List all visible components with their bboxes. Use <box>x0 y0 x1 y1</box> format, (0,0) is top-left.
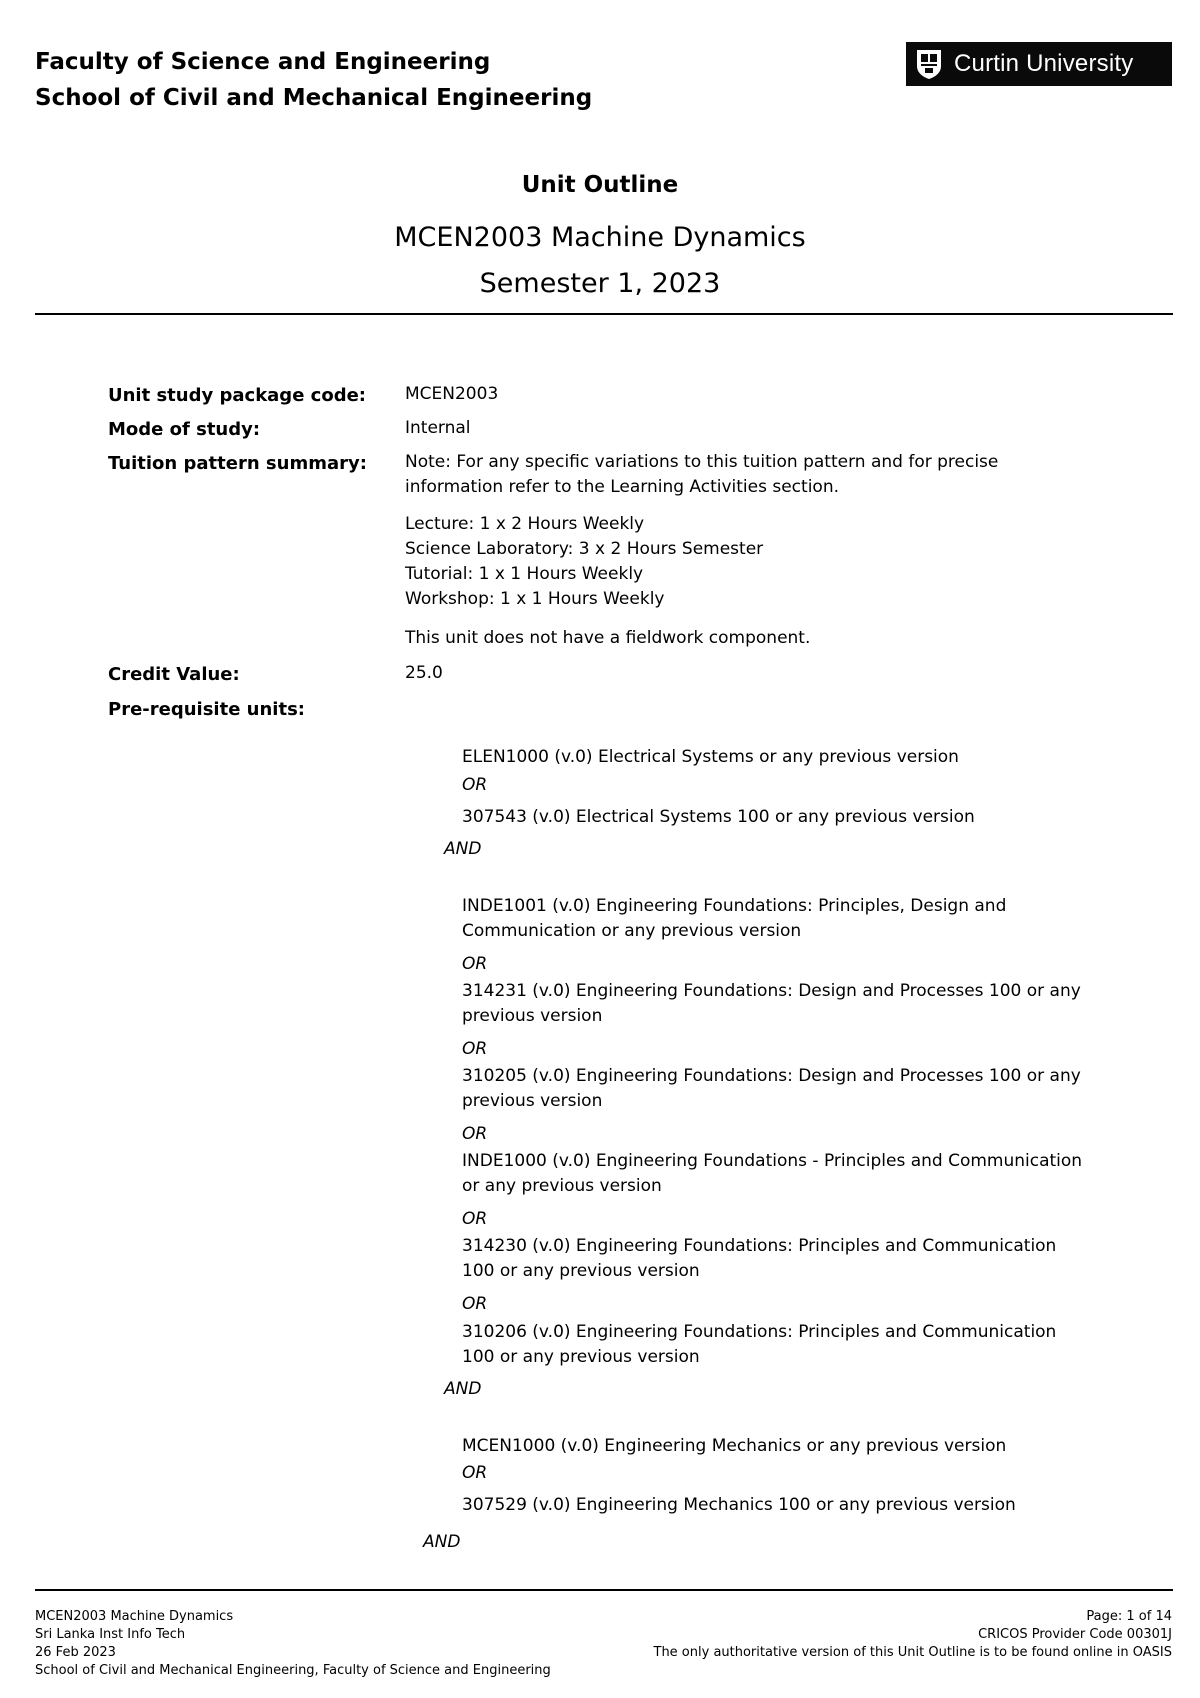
footer-unit: MCEN2003 Machine Dynamics <box>35 1609 234 1624</box>
credit-label: Credit Value: <box>108 664 240 685</box>
prereq-unit: 307529 (v.0) Engineering Mechanics 100 or any previous version <box>462 1495 1016 1515</box>
prereq-line: 310206 (v.0) Engineering Foundations: Principles and Communication <box>462 1322 1057 1342</box>
mode-label: Mode of study: <box>108 419 261 440</box>
unit-title: MCEN2003 Machine Dynamics <box>394 222 806 253</box>
prereq-line: 100 or any previous version <box>462 1347 700 1367</box>
cricos-code: CRICOS Provider Code 00301J <box>978 1627 1172 1642</box>
footer-campus: Sri Lanka Inst Info Tech <box>35 1627 186 1642</box>
faculty-heading <box>35 44 592 116</box>
document-type: Unit Outline <box>521 172 679 198</box>
or-connector: OR <box>462 954 488 974</box>
tuition-item: Workshop: 1 x 1 Hours Weekly <box>405 589 665 609</box>
or-connector: OR <box>462 1039 488 1059</box>
tuition-note <box>405 450 998 500</box>
and-connector: AND <box>444 1379 482 1399</box>
prereq-line: or any previous version <box>462 1176 662 1196</box>
tuition-label: Tuition pattern summary: <box>108 453 367 474</box>
school-name: School of Civil and Mechanical Engineering <box>35 85 593 111</box>
code-value: MCEN2003 <box>405 384 499 404</box>
footer-date: 26 Feb 2023 <box>35 1645 116 1660</box>
page-number: Page: 1 of 14 <box>1086 1609 1172 1624</box>
faculty-name: Faculty of Science and Engineering <box>35 49 491 75</box>
prereq-unit: ELEN1000 (v.0) Electrical Systems or any previous version <box>462 747 959 767</box>
mode-value: Internal <box>405 418 471 438</box>
footer-school: School of Civil and Mechanical Engineering, Faculty of Science and Engineering <box>35 1663 551 1678</box>
tuition-note-line: Note: For any specific variations to this tuition pattern and for precise <box>405 452 999 472</box>
and-connector: AND <box>444 839 482 859</box>
prereq-unit <box>462 1064 1112 1114</box>
tuition-item: Science Laboratory: 3 x 2 Hours Semester <box>405 539 764 559</box>
semester: Semester 1, 2023 <box>479 268 721 299</box>
or-connector: OR <box>462 775 488 795</box>
prereq-line: 314231 (v.0) Engineering Foundations: Design and Processes 100 or any <box>462 981 1081 1001</box>
prereq-line: previous version <box>462 1006 603 1026</box>
footer-right <box>654 1608 1173 1662</box>
code-label: Unit study package code: <box>108 385 366 406</box>
prereq-unit <box>462 979 1112 1029</box>
or-connector: OR <box>462 1463 488 1483</box>
credit-value: 25.0 <box>405 663 443 683</box>
fieldwork-note: This unit does not have a fieldwork component. <box>405 628 811 648</box>
header-divider <box>35 313 1173 315</box>
crest-icon <box>916 49 942 79</box>
prereq-line: 100 or any previous version <box>462 1261 700 1281</box>
tuition-items <box>405 512 763 612</box>
prereq-line: Communication or any previous version <box>462 921 802 941</box>
logo-text: Curtin University <box>954 50 1134 77</box>
and-connector: AND <box>423 1532 461 1552</box>
prereq-unit: MCEN1000 (v.0) Engineering Mechanics or any previous version <box>462 1436 1007 1456</box>
prereq-label: Pre-requisite units: <box>108 699 305 720</box>
authority-note: The only authoritative version of this Unit Outline is to be found online in OASIS <box>653 1645 1172 1660</box>
prereq-line: previous version <box>462 1091 603 1111</box>
tuition-item: Tutorial: 1 x 1 Hours Weekly <box>405 564 644 584</box>
tuition-item: Lecture: 1 x 2 Hours Weekly <box>405 514 645 534</box>
prereq-unit <box>462 1234 1112 1284</box>
prereq-line: 314230 (v.0) Engineering Foundations: Principles and Communication <box>462 1236 1057 1256</box>
prereq-unit <box>462 1320 1112 1370</box>
prereq-line: INDE1000 (v.0) Engineering Foundations - Principles and Communication <box>462 1151 1083 1171</box>
prereq-unit <box>462 894 1112 944</box>
curtin-logo <box>906 42 1172 86</box>
prereq-unit: 307543 (v.0) Electrical Systems 100 or any previous version <box>462 807 975 827</box>
or-connector: OR <box>462 1294 488 1314</box>
prereq-line: INDE1001 (v.0) Engineering Foundations: Principles, Design and <box>462 896 1007 916</box>
prereq-unit <box>462 1149 1112 1199</box>
prereq-line: 310205 (v.0) Engineering Foundations: Design and Processes 100 or any <box>462 1066 1081 1086</box>
or-connector: OR <box>462 1124 488 1144</box>
tuition-note-line: information refer to the Learning Activities section. <box>405 477 839 497</box>
footer-divider <box>35 1589 1173 1591</box>
or-connector: OR <box>462 1209 488 1229</box>
footer-left <box>35 1608 551 1680</box>
